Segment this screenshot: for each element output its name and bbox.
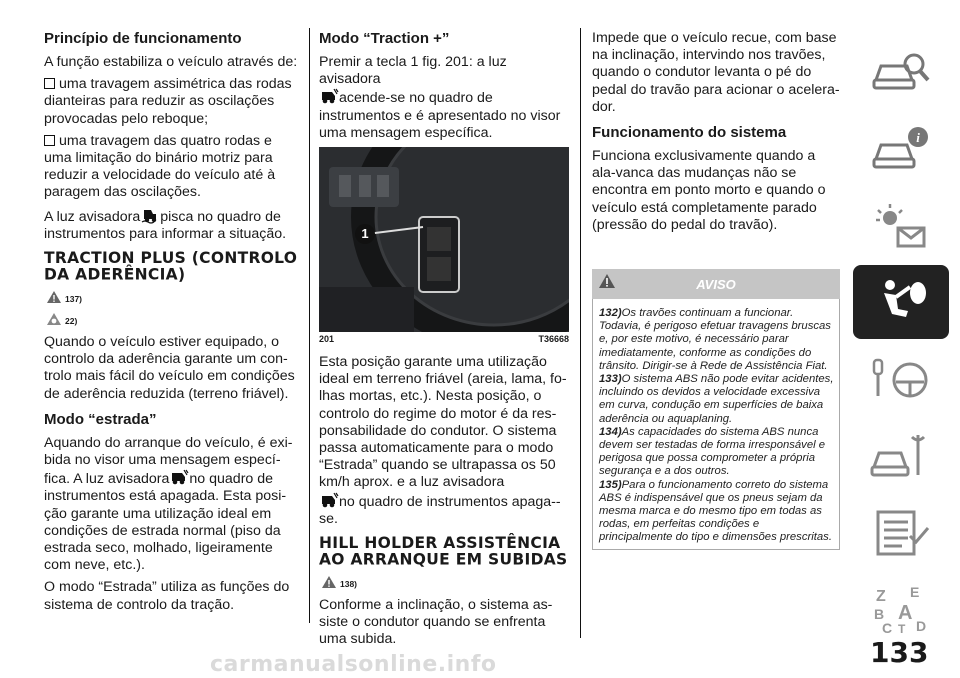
aviso-item: 132)Os travões continuam a funcionar. Todavia, é perigoso efetuar travagens bruscas e, por este motivo, é necessário parar imediatamente, conforme as condições do trânsito. Dirigir-se à Rede de Assistência Fiat. (599, 307, 831, 372)
heading-hill-holder: HILL HOLDER ASSISTÊNCIA AO ARRANQUE EM SUBIDAS (319, 533, 568, 569)
index-letter-e: E (910, 584, 920, 600)
aviso-item: 135)Para o funcionamento correto do sistema ABS é indispensável que os pneus sejam da mesma marca e do mesmo tipo em todas as rodas, em perfeitas condições e principalmente do tipo e dimensões prescritas. (599, 478, 832, 544)
key-steering-icon (868, 352, 934, 406)
info-reference: 22) (46, 312, 298, 326)
heading-funcionamento: Funcionamento do sistema (592, 124, 787, 142)
bullet-item: uma travagem assimétrica das rodas dianteiras para reduzir as oscilações provocadas pelo reboque; (44, 76, 298, 128)
paragraph: Quando o veículo estiver equipado, o controlo da aderência garante um con-trolo mais fácil do veículo em condições de aderência reduzida (terreno friável). (44, 334, 295, 402)
warning-lights-icon (868, 198, 934, 252)
trailer-sway-lamp-icon (140, 207, 160, 224)
tab-car-info[interactable] (853, 111, 949, 185)
warning-reference: 138) (321, 575, 569, 589)
paragraph: Aquando do arranque do veículo, é exi-bida no visor uma mensagem especí-fica. A luz avisadora no quadro de instrumentos está apagada. Esta posi-ção garante uma utilização ideal em condições de estrada normal (piso da estrada seco, molhado, ligeiramente com neve, etc.). (44, 434, 293, 574)
car-search-icon (868, 44, 934, 98)
warning-triangle-icon (321, 575, 337, 589)
chapter-tabs (853, 34, 949, 650)
tab-warning-lights[interactable] (853, 188, 949, 262)
tab-car-search[interactable] (853, 34, 949, 108)
heading-principio: Princípio de funcionamento (44, 30, 242, 47)
paragraph: Impede que o veículo recue, com base na inclinação, intervindo nos travões, quando o condutor levanta o pé do pedal do travão para acionar o acelera-dor. (592, 30, 840, 115)
aviso-item: 133)O sistema ABS não pode evitar acidentes, incluindo os devidos a velocidade excessiva em curva, condução em superfícies de baixa aderência ou aquaplaning. (599, 373, 834, 425)
traction-lamp-icon (319, 492, 339, 509)
warning-reference: 137) (46, 290, 298, 304)
traction-lamp-icon (319, 88, 339, 105)
figure-caption: 201 T36668 (319, 334, 569, 345)
watermark: carmanualsonline.info (210, 652, 497, 677)
column-divider (580, 28, 581, 638)
column-middle (319, 30, 569, 654)
traction-lamp-icon (169, 469, 189, 486)
aviso-box (592, 299, 840, 550)
paragraph: A função estabiliza o veículo através de: (44, 54, 298, 70)
car-info-icon (868, 121, 934, 175)
heading-modo-estrada: Modo “estrada” (44, 410, 157, 428)
drop-note-icon (46, 312, 62, 326)
column-left (44, 30, 298, 619)
figure-dashboard-photo (319, 147, 569, 332)
paragraph: Funciona exclusivamente quando a ala-vanca das mudanças não se encontra em ponto morto e quando o veículo está completamente parado (pressão do pedal do travão). (592, 148, 826, 233)
bullet-item: uma travagem das quatro rodas e uma limitação do binário motriz para reduzir a velocidade do veículo até à paragem das oscilações. (44, 133, 298, 202)
car-tools-icon (868, 429, 934, 483)
paragraph: Premir a tecla 1 fig. 201: a luz avisadora acende-se no quadro de instrumentos e é apresentado no visor uma mensagem específica. (319, 54, 561, 141)
index-letters-icon (868, 583, 934, 637)
heading-traction-plus: TRACTION PLUS (CONTROLO DA ADERÊNCIA) (44, 248, 298, 284)
checklist-icon (868, 506, 934, 560)
paragraph: O modo “Estrada” utiliza as funções do sistema de controlo da tração. (44, 579, 290, 613)
index-letter-d: D (916, 618, 927, 634)
index-letter-a: A (898, 602, 913, 624)
paragraph: Conforme a inclinação, o sistema as-siste o condutor quando se enfrenta uma subida. (319, 597, 553, 648)
warning-triangle-icon (46, 290, 62, 304)
paragraph: A luz avisadora pisca no quadro de instrumentos para informar a situação. (44, 208, 287, 242)
index-letter-b: B (874, 606, 885, 622)
index-letter-c: C (882, 620, 893, 636)
column-right (592, 30, 840, 550)
tab-checklist[interactable] (853, 496, 949, 570)
page-number: 133 (870, 636, 929, 669)
tab-safety[interactable] (853, 265, 949, 339)
tab-key-steering[interactable] (853, 342, 949, 416)
warning-triangle-icon (598, 273, 616, 289)
svg-text:i: i (916, 130, 920, 145)
index-letter-z: Z (876, 588, 886, 605)
callout-number: 1 (355, 224, 375, 244)
index-letter-t: T (898, 622, 906, 636)
aviso-item: 134)As capacidades do sistema ABS nunca devem ser testadas de forma irresponsável e perigosa que possa comprometer a própria segurança e a dos outros. (599, 425, 826, 478)
heading-modo-traction: Modo “Traction +” (319, 30, 450, 47)
column-divider (309, 28, 310, 623)
airbag-seat-icon (868, 275, 934, 329)
aviso-header: AVISO (592, 269, 840, 299)
paragraph: Esta posição garante uma utilização ideal em terreno friável (areia, lama, fo-lhas mortas, etc.). Nesta posição, o controlo do regime do motor é da res-ponsabilidade do condutor. O sistema passa automaticamente para o modo “Estrada” quando se ultrapassa os 50 km/h aprox. e a luz avisadora no quadro de instrumentos apaga--se. (319, 354, 567, 527)
tab-car-tools[interactable] (853, 419, 949, 493)
